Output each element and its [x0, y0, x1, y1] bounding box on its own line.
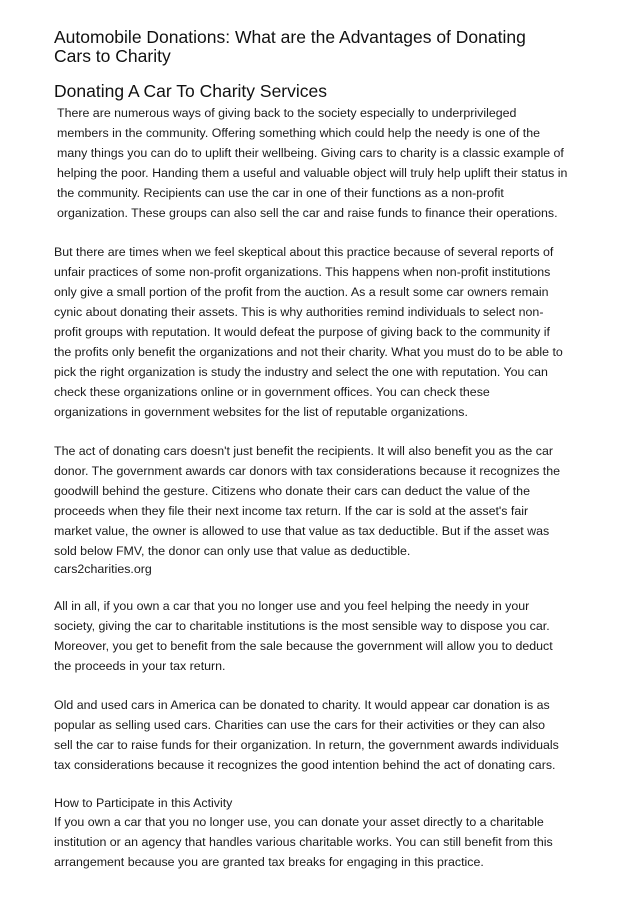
document-page [54, 0, 594, 872]
paragraph-line: sold below FMV, the donor can only use that value as deductible. [54, 544, 411, 558]
paragraph-line: profit groups with reputation. It would defeat the purpose of giving back to the community if [54, 325, 550, 339]
title-line-1: Automobile Donations: What are the Advantages of Donating [54, 27, 526, 47]
document-body [54, 103, 594, 872]
paragraph-line: donor. The government awards car donors with tax considerations because it recognizes the [54, 464, 561, 478]
paragraph-line: check these organizations online or in government offices. You can check these [54, 385, 490, 399]
paragraph-line: Moreover, you get to benefit from the sale because the government will allow you to deduct [54, 639, 553, 653]
paragraph-line: proceeds when they file their next income tax return. If the car is sold at the asset's fair [54, 504, 529, 518]
paragraph-line: Old and used cars in America can be donated to charity. It would appear car donation is as [54, 698, 550, 712]
paragraph-4 [54, 596, 594, 676]
paragraph-line: many things you can do to uplift their wellbeing. Giving cars to charity is a classic example of [57, 146, 564, 160]
paragraph-line: members in the community. Offering something which could help the needy is one of the [57, 126, 541, 140]
paragraph-2 [54, 242, 594, 422]
paragraph-line: market value, the owner is allowed to use that value as tax deductible. But if the asset was [54, 524, 550, 538]
paragraph-3 [54, 441, 594, 561]
paragraph-line: tax considerations because it recognizes the good intention behind the act of donating cars. [54, 758, 556, 772]
paragraph-line: sell the car to raise funds for their organization. In return, the government awards individuals [54, 738, 559, 752]
paragraph-line: The act of donating cars doesn't just benefit the recipients. It will also benefit you as the car [54, 444, 553, 458]
paragraph-line: organization. These groups can also sell the car and raise funds to finance their operations. [57, 206, 558, 220]
document-subtitle: Donating A Car To Charity Services [54, 81, 328, 101]
paragraph-line: cynic about donating their assets. This is why authorities remind individuals to select non- [54, 305, 544, 319]
paragraph-line: If you own a car that you no longer use, you can donate your asset directly to a charitable [54, 815, 544, 829]
paragraph-line: the profits only benefit the organizations and not their charity. What you must do to be able to [54, 345, 563, 359]
paragraph-line: arrangement because you are granted tax breaks for engaging in this practice. [54, 855, 484, 869]
paragraph-line: But there are times when we feel skeptical about this practice because of several reports of [54, 245, 554, 259]
paragraph-line: pick the right organization is study the industry and select the one with reputation. You can [54, 365, 548, 379]
paragraph-5 [54, 695, 594, 775]
section-heading: How to Participate in this Activity [54, 796, 233, 810]
paragraph-line: institution or an agency that handles various charitable works. You can still benefit from this [54, 835, 553, 849]
paragraph-line: only give a small portion of the profit from the auction. As a result some car owners remain [54, 285, 549, 299]
paragraph-line: All in all, if you own a car that you no longer use and you feel helping the needy in your [54, 599, 530, 613]
paragraph-line: There are numerous ways of giving back to the society especially to underprivileged [57, 106, 517, 120]
title-line-2: Cars to Charity [54, 46, 171, 66]
paragraph-line: goodwill behind the gesture. Citizens who donate their cars can deduct the value of the [54, 484, 530, 498]
section-paragraph [54, 812, 594, 872]
paragraph-line: the proceeds in your tax return. [54, 659, 226, 673]
paragraph-1 [54, 103, 594, 223]
paragraph-line: organizations in government websites for the list of reputable organizations. [54, 405, 468, 419]
paragraph-line: popular as selling used cars. Charities can use the cars for their activities or they can also [54, 718, 546, 732]
paragraph-line: helping the poor. Handing them a useful and valuable object will truly help uplift their status in [57, 166, 568, 180]
paragraph-line: the community. Recipients can use the car in one of their functions as a non-profit [57, 186, 504, 200]
paragraph-line: society, giving the car to charitable institutions is the most sensible way to dispose you car. [54, 619, 550, 633]
source-reference: cars2charities.org [54, 562, 152, 576]
document-title [54, 28, 594, 66]
paragraph-line: unfair practices of some non-profit organizations. This happens when non-profit institutions [54, 265, 551, 279]
